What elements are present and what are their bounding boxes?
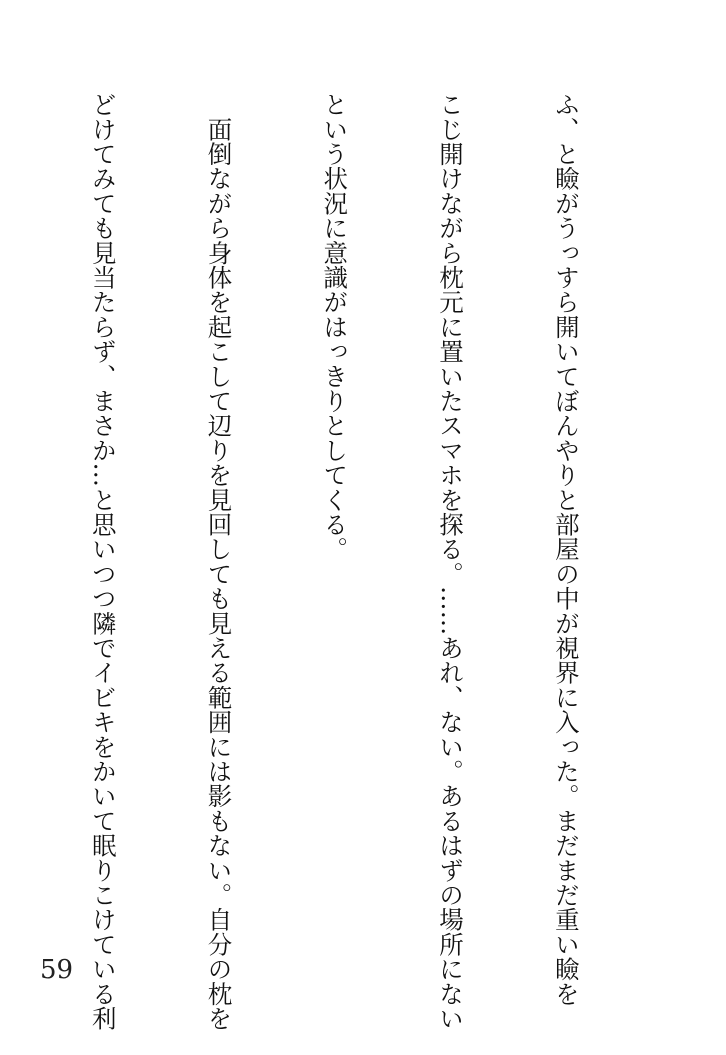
- text-line-1: ふ、と瞼がうっすら開いてぼんやりと部屋の中が視界に入った。まだまだ重い瞼を: [551, 92, 581, 1006]
- text-line-3: という状況に意識がはっきりとしてくる。: [320, 92, 350, 562]
- page-number: 59: [40, 955, 74, 985]
- text-line-2: こじ開けながら枕元に置いたスマホを探る。……あれ、ない。あるはずの場所にない: [436, 92, 466, 1031]
- text-line-4: 面倒ながら身体を起こして辺りを見回しても見える範囲には影もない。自分の枕を: [204, 92, 234, 1031]
- text-line-6: [0, 92, 6, 952]
- text-line-5: どけてみても見当たらず、まさか…と思いつつ隣でイビキをかいて眠りこけている利: [88, 92, 118, 1031]
